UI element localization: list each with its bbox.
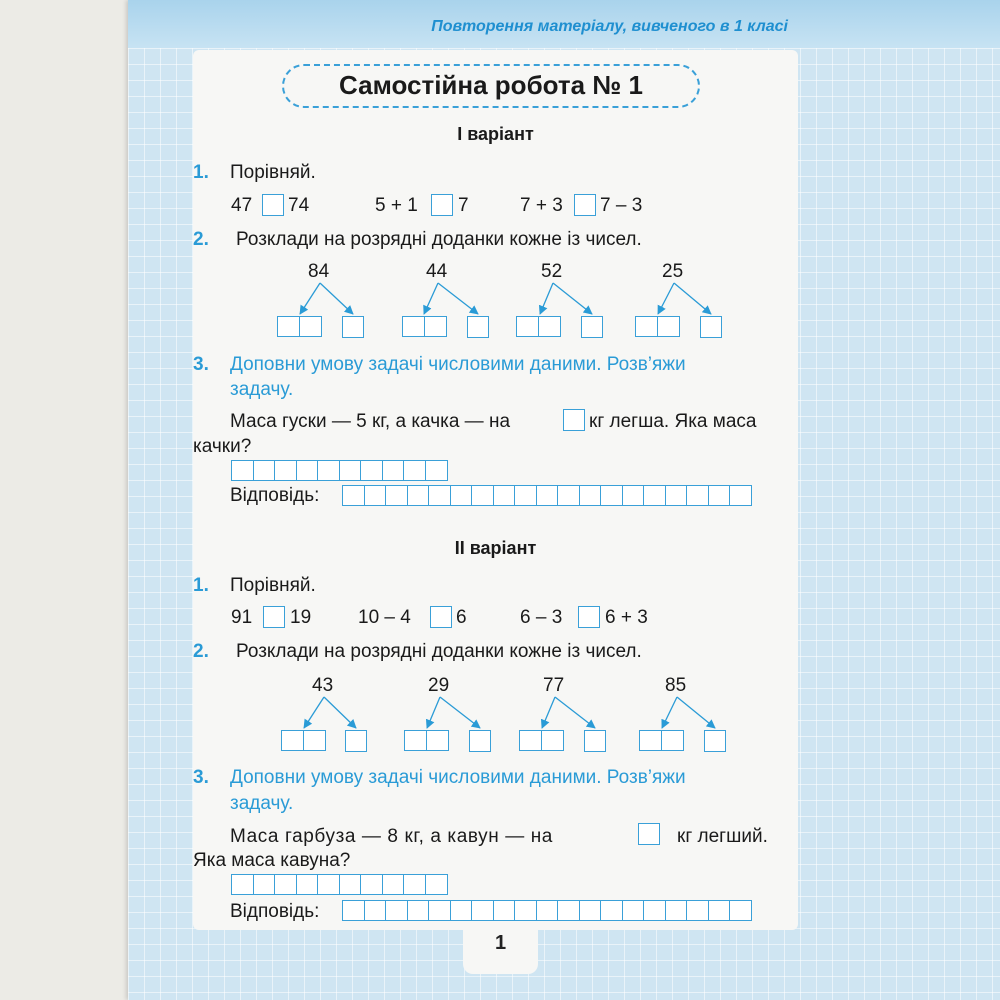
arrow — [553, 283, 592, 314]
v2-problem-text: Яка маса кавуна? — [193, 850, 351, 871]
v1-task3-text: задачу. — [230, 379, 294, 400]
v1-decompose-number: 52 — [541, 261, 563, 282]
v1-task3-number: 3. — [193, 354, 209, 375]
v2-compare1-right: 19 — [290, 607, 312, 628]
arrow — [427, 697, 440, 728]
v2-task3-text: задачу. — [230, 793, 294, 814]
page-title: Самостійна робота № 1 — [339, 70, 643, 100]
arrow — [540, 283, 553, 314]
v1-compare3-right: 7 – 3 — [600, 195, 643, 216]
v2-compare2-right: 6 — [456, 607, 467, 628]
v2-compare3-left: 6 – 3 — [520, 607, 563, 628]
v2-decompose-number: 77 — [543, 675, 565, 696]
v2-compare1-left: 91 — [231, 607, 253, 628]
v2-compare3-right: 6 + 3 — [605, 607, 648, 628]
v2-problem-text: кг легший. — [677, 826, 768, 847]
section-header: Повторення матеріалу, вивченого в 1 класі — [431, 18, 788, 35]
v2-decompose-number: 85 — [665, 675, 687, 696]
v1-problem-text: Маса гуски — 5 кг, а качка — на — [230, 411, 511, 432]
v1-problem-text: качки? — [193, 436, 252, 457]
arrow — [300, 283, 320, 314]
variant-2-label: II варіант — [454, 538, 537, 558]
page-number: 1 — [494, 932, 507, 954]
v2-compare2-left: 10 – 4 — [358, 607, 411, 628]
v1-problem-text: кг легша. Яка маса — [589, 411, 757, 432]
arrow — [438, 283, 478, 314]
v2-task3-number: 3. — [193, 767, 209, 788]
v1-task1-number: 1. — [193, 162, 209, 183]
v2-answer-label: Відповідь: — [230, 901, 320, 922]
v2-task2-text: Розклади на розрядні доданки кожне із чисел. — [236, 641, 642, 662]
arrow — [304, 697, 324, 728]
arrow — [658, 283, 674, 314]
v1-compare3-left: 7 + 3 — [520, 195, 563, 216]
v1-task3-text: Доповни умову задачі числовими даними. Розв’яжи — [230, 354, 686, 375]
arrow — [324, 697, 356, 728]
v2-decompose-number: 29 — [428, 675, 450, 696]
v2-task2-number: 2. — [193, 641, 209, 662]
arrow — [662, 697, 677, 728]
v1-decompose-number: 44 — [426, 261, 448, 282]
v1-compare1-right: 74 — [288, 195, 310, 216]
v1-answer-label: Відповідь: — [230, 485, 320, 506]
v2-task1-text: Порівняй. — [230, 575, 316, 596]
arrow — [424, 283, 438, 314]
v1-compare1-left: 47 — [231, 195, 253, 216]
arrow — [542, 697, 555, 728]
arrow — [555, 697, 595, 728]
v2-task3-text: Доповни умову задачі числовими даними. Розв’яжи — [230, 767, 686, 788]
v2-task1-number: 1. — [193, 575, 209, 596]
v2-problem-text: Маса гарбуза — 8 кг, а кавун — на — [230, 826, 553, 847]
arrow — [674, 283, 711, 314]
variant-1-label: I варіант — [457, 124, 534, 144]
v1-decompose-number: 84 — [308, 261, 330, 282]
v1-compare2-right: 7 — [458, 195, 469, 216]
v1-task2-text: Розклади на розрядні доданки кожне із чисел. — [236, 229, 642, 250]
v1-compare2-left: 5 + 1 — [375, 195, 418, 216]
v2-decompose-number: 43 — [312, 675, 334, 696]
arrow — [677, 697, 715, 728]
arrow — [320, 283, 353, 314]
arrow — [440, 697, 480, 728]
v1-task1-text: Порівняй. — [230, 162, 316, 183]
v1-task2-number: 2. — [193, 229, 209, 250]
v1-decompose-number: 25 — [662, 261, 684, 282]
